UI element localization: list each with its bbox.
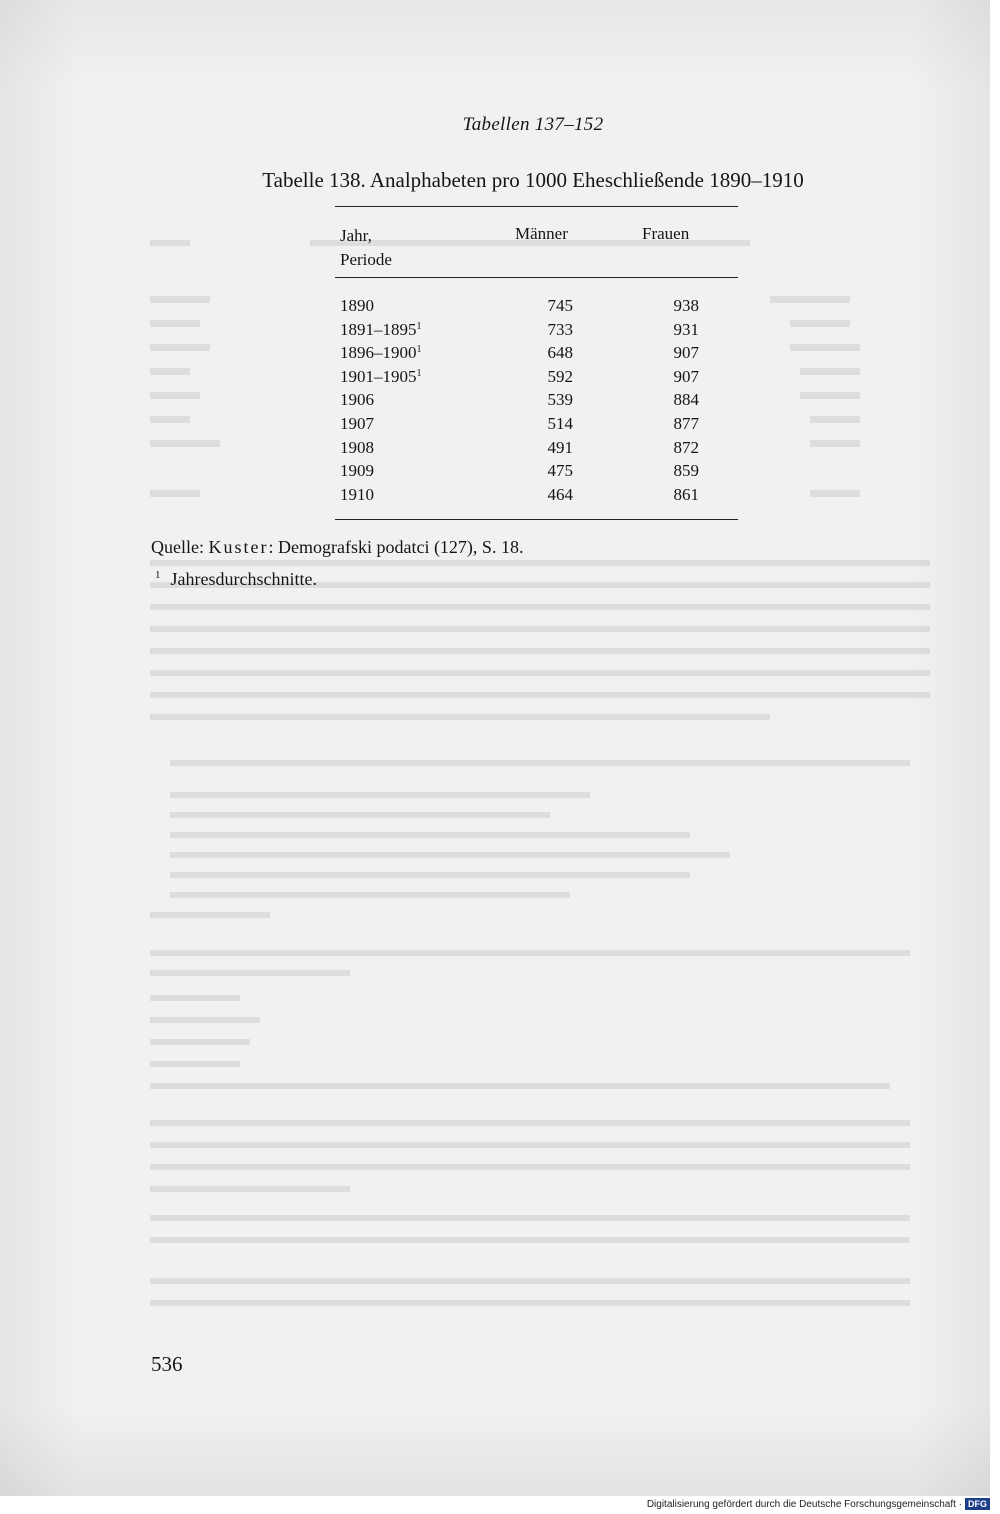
frauen-cell: 861 bbox=[673, 484, 699, 504]
table-row bbox=[0, 388, 1000, 412]
year-cell: 1890 bbox=[340, 296, 374, 315]
table-row bbox=[0, 436, 1000, 460]
frauen-cell: 938 bbox=[673, 296, 699, 315]
column-header-jahr: Jahr, bbox=[340, 226, 372, 245]
table-row bbox=[0, 365, 1000, 389]
maenner-cell: 539 bbox=[547, 390, 573, 410]
source-author: Kuster bbox=[208, 537, 269, 557]
digitization-credit bbox=[647, 1498, 990, 1510]
maenner-cell: 733 bbox=[547, 319, 573, 339]
table-header-rule bbox=[335, 277, 738, 278]
footnote bbox=[155, 569, 317, 590]
year-cell: 1908 bbox=[340, 437, 374, 457]
table-row bbox=[0, 459, 1000, 483]
column-header-periode: Periode bbox=[340, 250, 392, 269]
table-row bbox=[0, 294, 1000, 318]
year-cell: 1907 bbox=[340, 413, 374, 433]
footnote-text: Jahresdurchschnitte. bbox=[170, 569, 317, 589]
year-cell: 1896–1900$^1$ bbox=[340, 343, 422, 363]
frauen-cell: 931 bbox=[673, 319, 699, 339]
maenner-cell: 491 bbox=[547, 437, 573, 457]
maenner-cell: 464 bbox=[547, 484, 573, 504]
frauen-cell: 884 bbox=[673, 390, 699, 410]
maenner-cell: 745 bbox=[547, 296, 573, 315]
table-row bbox=[0, 483, 1000, 507]
table-row bbox=[0, 341, 1000, 365]
maenner-cell: 648 bbox=[547, 343, 573, 363]
frauen-cell: 907 bbox=[673, 366, 699, 386]
column-header-maenner: Männer bbox=[515, 224, 568, 243]
footnote-marker: 1 bbox=[155, 569, 161, 581]
frauen-cell: 877 bbox=[673, 413, 699, 433]
frauen-cell: 872 bbox=[673, 437, 699, 457]
table-bottom-rule bbox=[335, 519, 738, 520]
column-header-frauen: Frauen bbox=[642, 224, 690, 243]
table-row bbox=[0, 318, 1000, 342]
year-cell: 1901–1905$^1$ bbox=[340, 366, 422, 386]
frauen-cell: 859 bbox=[673, 461, 699, 481]
maenner-cell: 592 bbox=[547, 366, 573, 386]
year-cell: 1891–1895$^1$ bbox=[340, 319, 422, 339]
dfg-logo: DFG bbox=[965, 1498, 990, 1510]
table-title: Tabelle 138. Analphabeten pro 1000 Eheschließende 1890–1910 bbox=[262, 168, 804, 192]
page-number: 536 bbox=[151, 1352, 183, 1376]
table-body bbox=[0, 294, 1000, 506]
year-cell: 1909 bbox=[340, 461, 374, 481]
frauen-cell: 907 bbox=[673, 343, 699, 363]
table-top-rule bbox=[335, 206, 738, 207]
running-head: Tabellen 137–152 bbox=[462, 114, 604, 135]
year-cell: 1910 bbox=[340, 484, 374, 504]
year-cell: 1906 bbox=[340, 390, 374, 410]
source-note: Quelle: Kuster: Demografski podatci (127), S. 18. bbox=[151, 537, 524, 557]
credit-text: Digitalisierung gefördert durch die Deutsche Forschungsgemeinschaft · bbox=[646, 1498, 962, 1510]
maenner-cell: 514 bbox=[547, 413, 573, 433]
maenner-cell: 475 bbox=[547, 461, 573, 481]
table-row bbox=[0, 412, 1000, 436]
